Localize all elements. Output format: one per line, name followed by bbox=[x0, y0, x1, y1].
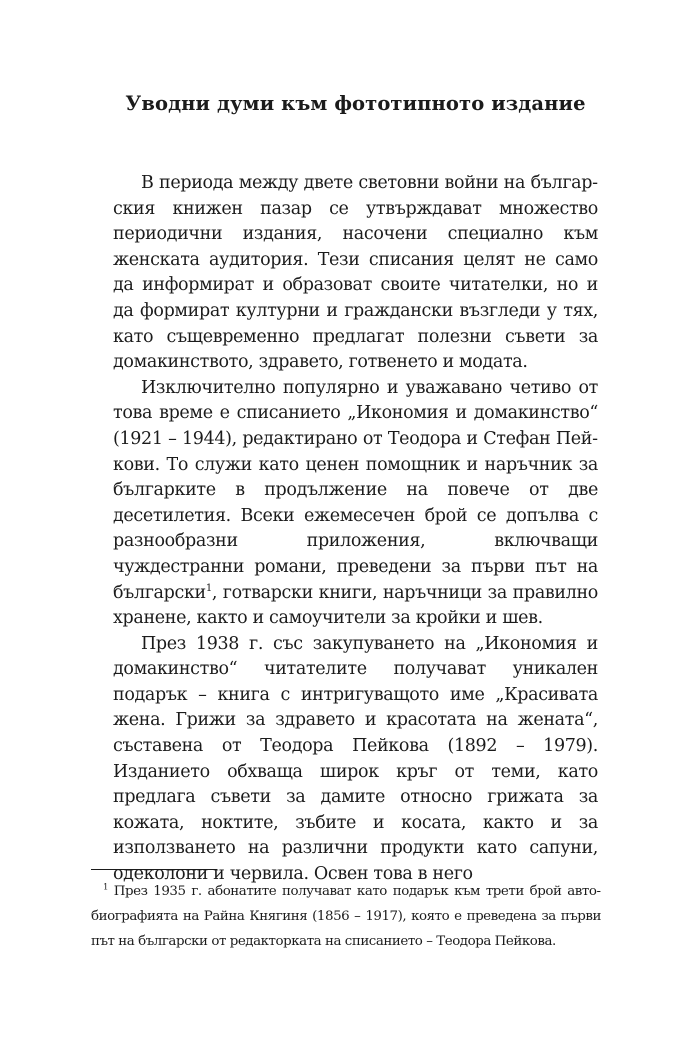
page-title: Уводни думи към фототипното издание bbox=[125, 92, 586, 115]
footnote-mark: 1 bbox=[103, 882, 108, 893]
paragraph-2-text-after: , готварски книги, наръчници за правилно хранене, както и самоучители за кройки и шев. bbox=[113, 582, 598, 629]
body-text bbox=[113, 171, 598, 888]
paragraph-3: През 1938 г. със закупуването на „Икономия и домакинство“ читателите получават уникален подарък – книга с интригуващото име „Красивата жена. Грижи за здравето и красотата на жената“, съставена от Теодора Пейкова (1892 – 1979). Изданието обхваща широк кръг от теми, като предлага съвети за дамите относно грижата за кожата, ноктите, зъбите и косата, както и за използването на различни продукти като сапуни, одеколони и червила. Освен това в него bbox=[113, 633, 598, 885]
main-content bbox=[113, 92, 598, 888]
paragraph-2-text-before: Изключително популярно и уважавано четиво от това време е списанието „Икономия и домакинство“ (1921 – 1944), редактирано от Теодора и Стефан Пейкови. То служи като ценен помощник и наръчник за българките в продължение на повече от две десетилетия. Всеки ежемесечен брой се допълва с разнообразни приложения, включващи чуждестранни романи, преведени за първи път на български bbox=[113, 377, 598, 603]
footnote-divider bbox=[91, 869, 217, 870]
footnote bbox=[91, 879, 601, 954]
paragraph-1: В периода между двете световни войни на българския книжен пазар се утвърждават множество периодични издания, насочени специално към женската аудитория. Тези списания целят не само да информират и образоват своите читателки, но и да формират културни и граждански възгледи у тях, като същевременно предлагат полезни съвети за домакинството, здравето, готвенето и модата. bbox=[113, 173, 598, 373]
footnote-text: През 1935 г. абонатите получават като подарък към трети брой автобиографията на Райна Княгиня (1856 – 1917), която е преведена за първи път на български от редакторката на списанието – Теодора Пейкова. bbox=[91, 884, 601, 949]
paragraph-2 bbox=[113, 376, 598, 632]
footnote-reference[interactable]: 1 bbox=[205, 582, 212, 594]
